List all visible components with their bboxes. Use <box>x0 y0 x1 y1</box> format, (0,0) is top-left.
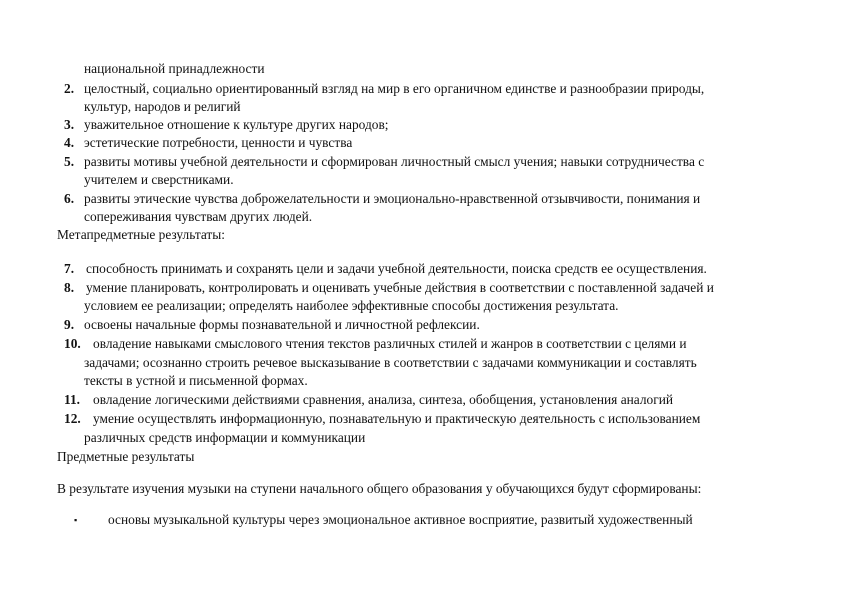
list-item-line: уважительное отношение к культуре других народов; <box>84 117 389 132</box>
continuation-line: национальной принадлежности <box>84 61 265 76</box>
list-item-line: умение планировать, контролировать и оценивать учебные действия в соответствии с поставленной задачей и <box>86 280 714 295</box>
list-item-line: эстетические потребности, ценности и чувства <box>84 135 353 150</box>
item-number: 10. <box>64 336 81 351</box>
list-item-line: тексты в устной и письменной формах. <box>84 373 308 388</box>
list-item-line: культур, народов и религий <box>84 99 241 114</box>
item-number: 7. <box>64 261 75 276</box>
list-item-line: умение осуществлять информационную, познавательную и практическую деятельность с использованием <box>93 411 701 426</box>
item-number: 12. <box>64 411 81 426</box>
list-item-line: освоены начальные формы познавательной и личностной рефлексии. <box>84 317 480 332</box>
list-item-line: способность принимать и сохранять цели и задачи учебной деятельности, поиска средств ее осуществления. <box>86 261 707 276</box>
item-number: 11. <box>64 392 80 407</box>
list-item-line: задачами; осознанно строить речевое высказывание в соответствии с задачами коммуникации и составлять <box>84 355 697 370</box>
list-item-line: сопереживания чувствам других людей. <box>84 209 313 224</box>
list-item-line: развиты мотивы учебной деятельности и сформирован личностный смысл учения; навыки сотрудничества с <box>84 154 705 169</box>
list-item-line: развиты этические чувства доброжелательности и эмоционально-нравственной отзывчивости, понимания и <box>84 191 701 206</box>
item-number: 2. <box>64 81 75 96</box>
item-number: 5. <box>64 154 75 169</box>
list-item-line: овладение логическими действиями сравнения, анализа, синтеза, обобщения, установления аналогий <box>93 392 674 407</box>
bullet-item-line: основы музыкальной культуры через эмоциональное активное восприятие, развитый художественный <box>108 512 693 527</box>
list-item-line: овладение навыками смыслового чтения текстов различных стилей и жанров в соответствии с целями и <box>93 336 687 351</box>
square-bullet-icon: ▪ <box>74 515 78 525</box>
list-item-line: учителем и сверстниками. <box>84 172 234 187</box>
item-number: 8. <box>64 280 75 295</box>
subject-results-heading: Предметные результаты <box>57 449 195 464</box>
item-number: 9. <box>64 317 75 332</box>
list-item-line: различных средств информации и коммуникации <box>84 430 366 445</box>
item-number: 6. <box>64 191 75 206</box>
list-item-line: целостный, социально ориентированный взгляд на мир в его органичном единстве и разнообразии природы, <box>84 81 705 96</box>
meta-results-heading: Метапредметные результаты: <box>57 227 225 242</box>
item-number: 4. <box>64 135 75 150</box>
intro-paragraph: В результате изучения музыки на ступени начального общего образования у обучающихся будут сформированы: <box>57 481 702 496</box>
list-item-line: условием ее реализации; определять наиболее эффективные способы достижения результата. <box>84 298 619 313</box>
item-number: 3. <box>64 117 75 132</box>
